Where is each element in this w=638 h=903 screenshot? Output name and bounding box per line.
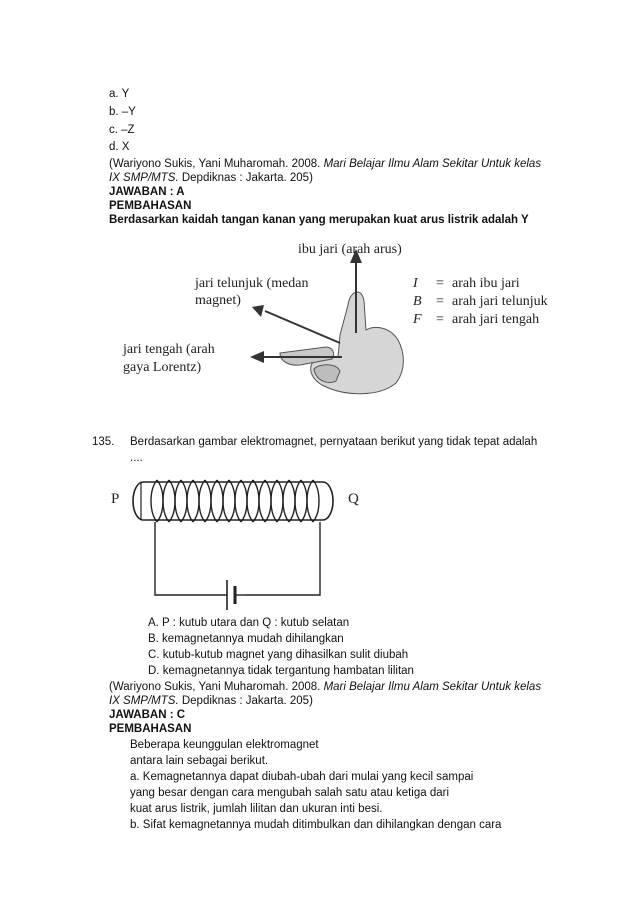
- option-a: A. P : kutub utara dan Q : kutub selatan: [148, 617, 350, 629]
- index-label-line1: jari telunjuk (medan: [195, 276, 309, 291]
- legend-symbol-b: B: [413, 294, 422, 309]
- option-b: b. –Y: [109, 106, 136, 118]
- legend-symbol-i: I: [413, 276, 418, 291]
- legend-desc-b: arah jari telunjuk: [452, 294, 548, 309]
- discussion-text: Berdasarkan kaidah tangan kanan yang merupakan kuat arus listrik adalah Y: [109, 214, 529, 226]
- legend-symbol-f: F: [413, 312, 422, 327]
- legend: [412, 276, 548, 327]
- discussion-heading: PEMBAHASAN: [109, 723, 192, 735]
- source-publisher: Depdiknas : Jakarta. 205): [178, 172, 313, 184]
- middle-label-line2: gaya Lorentz): [123, 360, 202, 375]
- legend-eq-b: =: [436, 294, 444, 309]
- pole-label-p: P: [111, 491, 120, 507]
- answer-label: JAWABAN : C: [109, 709, 186, 721]
- source-citation-line1: [109, 157, 541, 171]
- discussion-line: Beberapa keunggulan elektromagnet: [130, 739, 319, 751]
- question-text-line1: Berdasarkan gambar elektromagnet, pernyataan berikut yang tidak tepat adalah: [130, 436, 538, 448]
- legend-eq-i: =: [436, 276, 444, 291]
- circuit-wires: [155, 522, 320, 595]
- source-citation-text: (Wariyono Sukis, Yani Muharomah. 2008.: [109, 158, 324, 170]
- hand-illustration: [280, 292, 403, 394]
- battery-icon: [225, 580, 245, 610]
- source-publisher: Depdiknas : Jakarta. 205): [178, 695, 313, 707]
- discussion-line: a. Kemagnetannya dapat diubah-ubah dari mulai yang kecil sampai: [130, 771, 474, 783]
- discussion-line: b. Sifat kemagnetannya mudah ditimbulkan dan dihilangkan dengan cara: [130, 819, 502, 831]
- source-book-title: Mari Belajar Ilmu Alam Sekitar Untuk kelas: [323, 681, 542, 693]
- discussion-line: kuat arus listrik, jumlah lilitan dan ukuran inti besi.: [130, 803, 383, 815]
- option-b: B. kemagnetannya mudah dihilangkan: [148, 633, 344, 645]
- option-d: d. X: [109, 141, 130, 153]
- source-book-title: Mari Belajar Ilmu Alam Sekitar Untuk kelas: [323, 158, 542, 170]
- option-a: a. Y: [109, 88, 130, 100]
- right-hand-rule-figure: [100, 235, 580, 405]
- option-d: D. kemagnetannya tidak tergantung hambatan lilitan: [148, 665, 414, 677]
- source-book-series: IX SMP/MTS.: [109, 172, 179, 184]
- pole-label-q: Q: [348, 491, 359, 507]
- index-finger-arrow: [252, 305, 340, 343]
- index-label-line2: magnet): [195, 293, 241, 308]
- source-citation-line1: [109, 680, 541, 694]
- thumb-label: ibu jari (arah arus): [298, 242, 402, 257]
- option-c: c. –Z: [109, 124, 135, 136]
- question-text-line2: ....: [130, 452, 143, 464]
- discussion-line: yang besar dengan cara mengubah salah satu atau ketiga dari: [130, 787, 450, 799]
- electromagnet-figure: [105, 470, 375, 618]
- source-citation-line2: [109, 171, 313, 185]
- middle-label-line1: jari tengah (arah: [123, 342, 215, 357]
- legend-desc-i: arah ibu jari: [452, 276, 520, 291]
- answer-label: JAWABAN : A: [109, 186, 185, 198]
- source-book-series: IX SMP/MTS.: [109, 695, 179, 707]
- option-c: C. kutub-kutub magnet yang dihasilkan sulit diubah: [148, 649, 409, 661]
- question-number: 135.: [92, 436, 115, 448]
- source-citation-line2: [109, 694, 313, 708]
- discussion-heading: PEMBAHASAN: [109, 200, 192, 212]
- discussion-line: antara lain sebagai berikut.: [130, 755, 269, 767]
- legend-desc-f: arah jari tengah: [452, 312, 540, 327]
- source-citation-text: (Wariyono Sukis, Yani Muharomah. 2008.: [109, 681, 324, 693]
- legend-eq-f: =: [436, 312, 444, 327]
